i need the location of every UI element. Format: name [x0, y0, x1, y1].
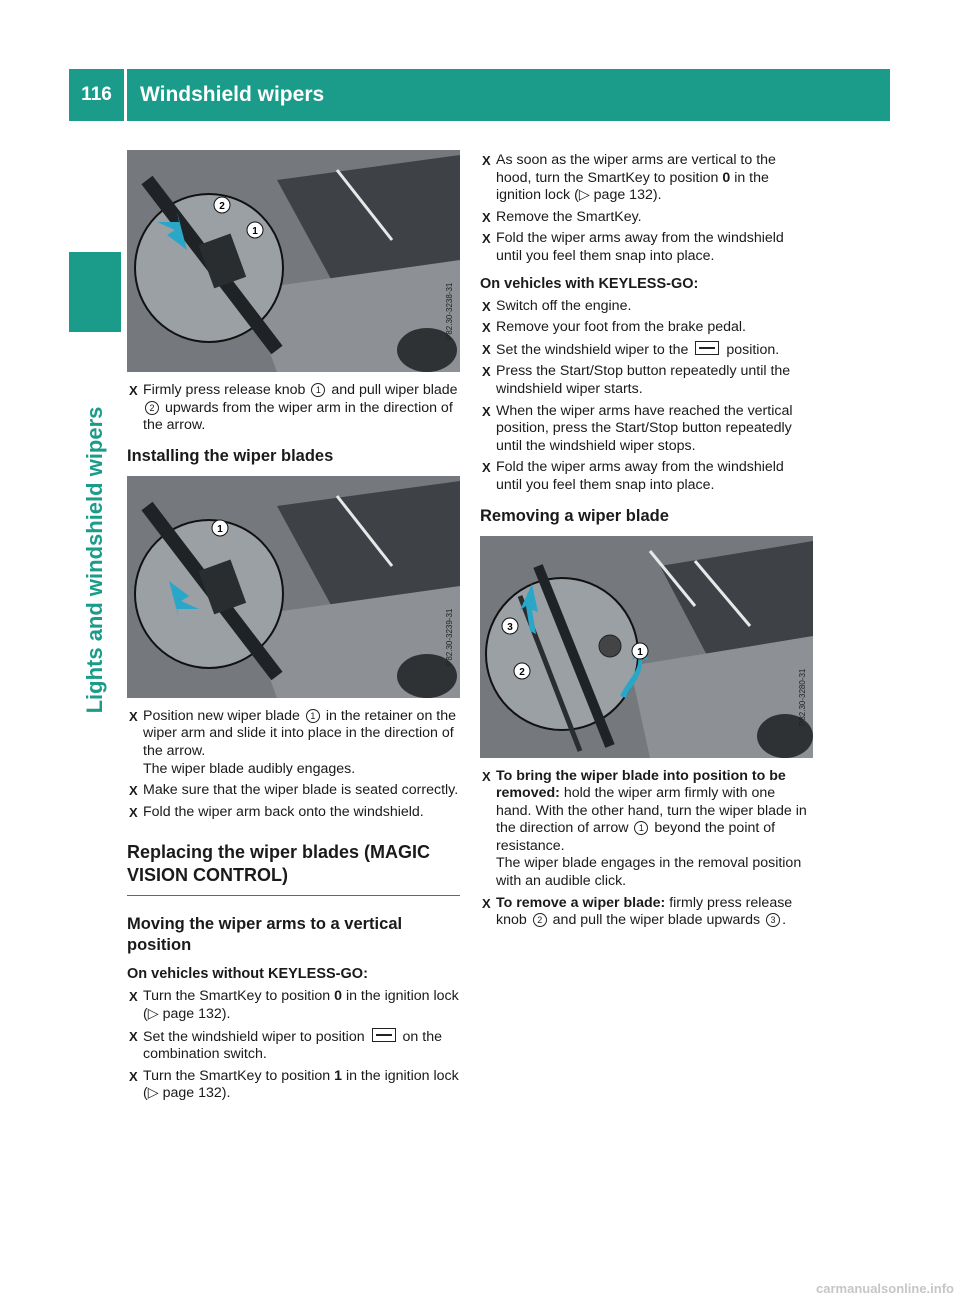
watermark: carmanualsonline.info [816, 1281, 954, 1296]
heading-replacing: Replacing the wiper blades (MAGIC VISION CONTROL) [127, 841, 460, 896]
step-check-seated: X Make sure that the wiper blade is seated correctly. [129, 782, 459, 799]
figure-code: P82.30-3239-31 [445, 608, 454, 666]
heading-moving: Moving the wiper arms to a vertical position [127, 915, 403, 955]
svg-text:1: 1 [217, 523, 223, 535]
page-number: 116 [69, 69, 124, 121]
figure-removing-blade [480, 536, 813, 758]
svg-text:2: 2 [519, 666, 525, 678]
step-bring-position: X To bring the wiper blade into position to be removed: hold the wiper arm firmly with one hand. With the other hand, turn the wiper blade in the direction of arrow 1 beyond the point of resistance. The wiper blade engages in the removal position with an audible click. [482, 767, 807, 890]
figure-install-blade [127, 476, 460, 698]
label-without-keyless: On vehicles without KEYLESS-GO: [127, 966, 368, 983]
label-with-keyless: On vehicles with KEYLESS-GO: [480, 275, 699, 292]
page-ref: (▷ page 132). [574, 187, 662, 204]
svg-text:1: 1 [252, 226, 258, 237]
svg-text:3: 3 [507, 621, 513, 633]
svg-text:2: 2 [219, 201, 225, 212]
step-without-1: X Turn the SmartKey to position 0 in the ignition lock (▷ page 132). [129, 988, 459, 1022]
step-position-blade: X Position new wiper blade 1 in the retainer on the wiper arm and slide it into place in the direction of the arrow. The wiper blade audibly engages. [129, 707, 456, 777]
step-keyless-4: X Press the Start/Stop button repeatedly until the windshield wiper starts. [482, 363, 791, 397]
step-right-2: X Remove the SmartKey. [482, 208, 642, 225]
figure-code: P82.30-3238-31 [445, 282, 454, 340]
step-keyless-3: X Set the windshield wiper to the position. [482, 341, 780, 358]
step-keyless-6: X Fold the wiper arms away from the windshield until you feel them snap into place. [482, 459, 784, 493]
step-fold-back: X Fold the wiper arm back onto the windshield. [129, 803, 424, 820]
callout-1: 1 [311, 383, 325, 397]
step-without-2: X Set the windshield wiper to position on the combination switch. [129, 1028, 442, 1063]
page-ref: (▷ page 132). [143, 1085, 231, 1102]
svg-text:1: 1 [637, 646, 643, 658]
step-remove-blade: X Firmly press release knob 1 and pull wiper blade 2 upwards from the wiper arm in the direction of the arrow. [129, 382, 458, 434]
wiper-off-symbol-icon [695, 341, 719, 355]
step-remove-wiper: X To remove a wiper blade: firmly press release knob 2 and pull the wiper blade upwards 3 . [482, 894, 793, 929]
step-keyless-2: X Remove your foot from the brake pedal. [482, 319, 746, 336]
page-ref: (▷ page 132). [143, 1005, 231, 1022]
heading-installing: Installing the wiper blades [127, 446, 334, 465]
figure-remove-blade [127, 150, 460, 372]
callout-1: 1 [634, 821, 648, 835]
section-tab [69, 252, 121, 332]
section-label [69, 340, 121, 780]
callout-1: 1 [306, 709, 320, 723]
page-header [69, 69, 890, 121]
step-keyless-1: X Switch off the engine. [482, 297, 632, 314]
callout-2: 2 [145, 401, 159, 415]
step-without-3: X Turn the SmartKey to position 1 in the ignition lock (▷ page 132). [129, 1067, 459, 1102]
step-right-1: X As soon as the wiper arms are vertical to the hood, turn the SmartKey to position 0 in the ignition lock (▷ page 132). [482, 152, 776, 204]
step-keyless-5: X When the wiper arms have reached the vertical position, press the Start/Stop button repeatedly until the windshield wiper stops. [482, 402, 793, 454]
step-right-3: X Fold the wiper arms away from the windshield until you feel them snap into place. [482, 230, 784, 264]
section-label-text: Lights and windshield wipers [82, 406, 107, 714]
callout-3: 3 [766, 913, 780, 927]
callout-2: 2 [533, 913, 547, 927]
figure-code: P82.30-3280-31 [798, 668, 807, 726]
wiper-off-symbol-icon [372, 1028, 396, 1042]
right-column [480, 150, 813, 934]
page-title: Windshield wipers [127, 69, 890, 121]
left-column [127, 150, 460, 1107]
heading-removing: Removing a wiper blade [480, 506, 669, 525]
